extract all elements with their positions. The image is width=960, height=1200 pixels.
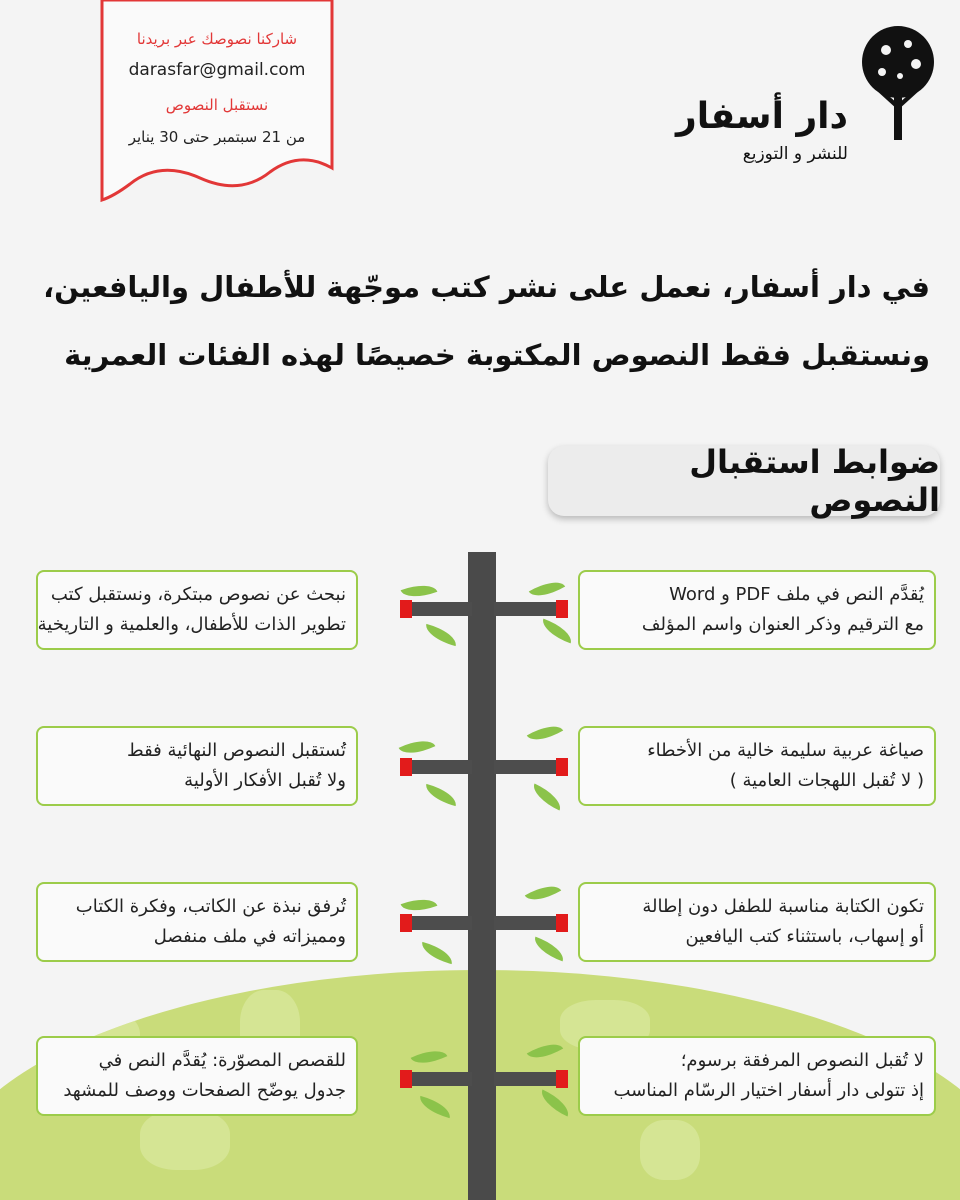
- branch-right-4: [494, 1072, 556, 1086]
- rule-text: إذ تتولى دار أسفار اختيار الرسّام المناسب: [613, 1080, 924, 1101]
- rule-card: [578, 726, 936, 806]
- rule-card: [578, 570, 936, 650]
- rule-card: [36, 726, 358, 806]
- headline-line-2: ونستقبل فقط النصوص المكتوبة خصيصًا لهذه الفئات العمرية: [64, 338, 930, 372]
- branch-left-4: [410, 1072, 472, 1086]
- tree-trunk-top: [468, 552, 496, 570]
- branch-cap-right-2: [556, 758, 568, 776]
- branch-left-2: [410, 760, 472, 774]
- branch-cap-left-3: [400, 914, 412, 932]
- rule-text: تطوير الذات للأطفال، والعلمية و التاريخية: [37, 614, 346, 635]
- rule-text: للقصص المصوّرة: يُقدَّم النص في: [98, 1050, 346, 1071]
- leaf-icon: [527, 718, 563, 747]
- leaf-icon: [525, 878, 561, 907]
- rule-text: نبحث عن نصوص مبتكرة، ونستقبل كتب: [50, 584, 346, 605]
- rule-card: [36, 882, 358, 962]
- rule-card: [578, 1036, 936, 1116]
- branch-cap-right-1: [556, 600, 568, 618]
- rule-text: ( لا تُقبل اللهجات العامية ): [729, 770, 924, 791]
- rule-text: لا تُقبل النصوص المرفقة برسوم؛: [680, 1050, 924, 1071]
- rule-text: ولا تُقبل الأفكار الأولية: [184, 770, 346, 791]
- rule-text: تُرفق نبذة عن الكاتب، وفكرة الكتاب: [75, 896, 346, 917]
- branch-left-3: [410, 916, 472, 930]
- rule-card: [578, 882, 936, 962]
- rule-card: [36, 570, 358, 650]
- branch-cap-right-4: [556, 1070, 568, 1088]
- rule-text: يُقدَّم النص في ملف PDF و Word: [669, 584, 924, 605]
- rule-text: تُستقبل النصوص النهائية فقط: [126, 740, 346, 761]
- branch-right-1: [494, 602, 556, 616]
- publisher-subtitle: للنشر و التوزيع: [742, 144, 848, 164]
- branch-right-3: [494, 916, 556, 930]
- branch-left-1: [410, 602, 472, 616]
- submission-notice: [100, 0, 334, 208]
- rule-text: جدول يوضّح الصفحات ووصف للمشهد: [63, 1080, 346, 1101]
- branch-cap-right-3: [556, 914, 568, 932]
- leaf-icon: [539, 619, 576, 644]
- rule-text: تكون الكتابة مناسبة للطفل دون إطالة: [642, 896, 924, 917]
- notice-share-text: شاركنا نصوصك عبر بريدنا: [136, 30, 298, 48]
- leaf-icon: [423, 784, 459, 806]
- leaf-icon: [399, 733, 436, 760]
- branch-cap-left-1: [400, 600, 412, 618]
- rule-text: ومميزاته في ملف منفصل: [153, 926, 346, 947]
- notice-dates: من 21 سبتمبر حتى 30 يناير: [128, 128, 306, 146]
- tree-trunk: [468, 552, 496, 1200]
- leaf-icon: [529, 783, 566, 810]
- publisher-logo: [676, 24, 938, 164]
- leaf-icon: [419, 942, 455, 964]
- rule-card: [36, 1036, 358, 1116]
- rule-text: مع الترقيم وذكر العنوان واسم المؤلف: [641, 614, 924, 635]
- tree-logo-icon: [858, 24, 938, 154]
- headline-line-1: في دار أسفار، نعمل على نشر كتب موجّهة للأطفال واليافعين،: [43, 270, 930, 304]
- rule-text: صياغة عربية سليمة خالية من الأخطاء: [647, 740, 924, 761]
- notice-receive-text: نستقبل النصوص: [165, 96, 269, 114]
- notice-email[interactable]: darasfar@gmail.com: [128, 60, 306, 80]
- publisher-name: دار أسفار: [676, 96, 848, 137]
- branch-cap-left-4: [400, 1070, 412, 1088]
- rule-text: أو إسهاب، باستثناء كتب اليافعين: [685, 926, 924, 947]
- leaf-icon: [531, 937, 568, 962]
- branch-cap-left-2: [400, 758, 412, 776]
- branch-right-2: [494, 760, 556, 774]
- section-title: ضوابط استقبال النصوص: [548, 446, 940, 516]
- leaf-icon: [423, 624, 459, 646]
